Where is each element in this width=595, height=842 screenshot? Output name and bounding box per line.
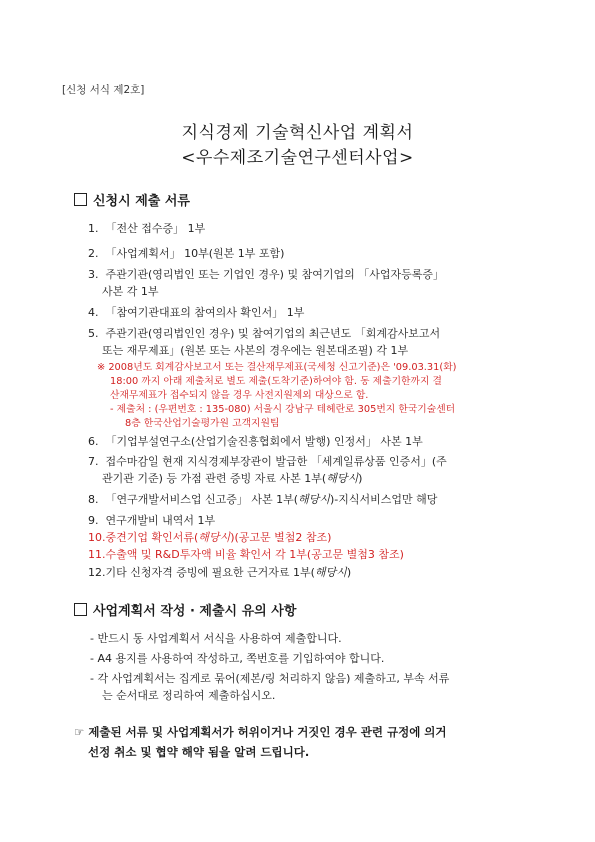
item-text-continued: ) bbox=[358, 472, 363, 485]
list-item bbox=[88, 304, 528, 321]
form-number: [신청 서식 제2호] bbox=[62, 84, 145, 96]
document-title: 지식경제 기술혁신사업 계획서 bbox=[181, 123, 414, 143]
final-notice-text-continued: 선정 취소 및 협약 해약 됨을 알려 드립니다. bbox=[88, 745, 310, 759]
list-item bbox=[88, 220, 528, 237]
bullet-text: - 각 사업계획서는 집게로 묶어(제본/링 처리하지 않음) 제출하고, 부속 서류 bbox=[90, 672, 450, 685]
item-text: )-지식서비스업만 해당 bbox=[329, 493, 438, 506]
note-address-continued: 8층 한국산업기술평가원 고객지원팀 bbox=[125, 418, 280, 429]
list-item bbox=[88, 529, 528, 546]
item-text-emphasis: 해당시 bbox=[198, 531, 231, 544]
item-text: 기타 신청자격 증빙에 필요한 근거자료 1부( bbox=[105, 566, 315, 579]
item-text: 주관기관(영리법인인 경우) 및 참여기업의 최근년도 「회계감사보고서 bbox=[105, 327, 441, 340]
item-text-emphasis: 해당시 bbox=[298, 493, 330, 506]
list-item bbox=[88, 453, 528, 487]
item-text: 「참여기관대표의 참여의사 확인서」 1부 bbox=[105, 306, 305, 319]
item-number: 1. bbox=[88, 222, 99, 235]
item-text: 수출액 및 R&D투자액 비율 확인서 각 1부(공고문 별첨3 참조) bbox=[105, 548, 404, 561]
note-line: ※ 2008년도 회계감사보고서 또는 결산재무제표(국세청 신고기준)은 '09.03.31(화) bbox=[97, 362, 457, 373]
pointing-hand-icon: ☞ bbox=[74, 725, 85, 739]
list-item bbox=[88, 325, 528, 359]
note-line: 18:00 까지 아래 제출처로 별도 제출(도착기준)하여야 함. 동 제출기한까지 결 bbox=[110, 376, 443, 387]
item-text: 연구개발비 내역서 1부 bbox=[105, 514, 216, 527]
list-item bbox=[90, 670, 530, 704]
item-text: 「기업부설연구소(산업기술진흥협회에서 발행) 인정서」 사본 1부 bbox=[105, 435, 423, 448]
item-number: 5. bbox=[88, 327, 99, 340]
item-number: 7. bbox=[88, 455, 99, 468]
item-text: 「전산 접수증」 1부 bbox=[105, 222, 206, 235]
item-text-continued: 또는 재무제표」(원본 또는 사본의 경우에는 원본대조필) 각 1부 bbox=[102, 344, 409, 357]
list-item bbox=[90, 650, 530, 667]
item-text-emphasis: 해당시 bbox=[314, 566, 347, 579]
item-number: 12. bbox=[88, 566, 106, 579]
item-text: 주관기관(영리법인 또는 기업인 경우) 및 참여기업의 「사업자등록증」 bbox=[105, 268, 444, 281]
list-item bbox=[88, 512, 528, 529]
note-address: - 제출처 : (우편번호 : 135-080) 서울시 강남구 테헤란로 305번지 한국기술센터 bbox=[110, 404, 456, 415]
item-text: ) bbox=[346, 566, 352, 579]
bullet-text: - A4 용지를 사용하여 작성하고, 쪽번호를 기입하여야 합니다. bbox=[90, 652, 385, 665]
item-text-continued: 사본 각 1부 bbox=[102, 285, 159, 298]
item-number: 3. bbox=[88, 268, 99, 281]
list-item bbox=[88, 245, 528, 262]
section-heading-label: 사업계획서 작성 · 제출시 유의 사항 bbox=[93, 604, 297, 619]
section-heading-label: 신청시 제출 서류 bbox=[93, 194, 190, 209]
deadline-note bbox=[97, 361, 537, 431]
item-text-emphasis: 해당시 bbox=[326, 472, 359, 485]
item-text: 「연구개발서비스업 신고증」 사본 1부( bbox=[105, 493, 299, 506]
final-notice bbox=[74, 722, 534, 762]
item-text: 중견기업 확인서류( bbox=[105, 531, 199, 544]
item-number: 10. bbox=[88, 531, 106, 544]
final-notice-text: 제출된 서류 및 사업계획서가 허위이거나 거짓인 경우 관련 규정에 의거 bbox=[88, 725, 447, 739]
item-text: 접수마감일 현재 지식경제부장관이 발급한 「세계일류상품 인증서」(주 bbox=[105, 455, 447, 468]
item-number: 9. bbox=[88, 514, 99, 527]
item-text: 「사업계획서」 10부(원본 1부 포함) bbox=[105, 247, 285, 260]
section-heading-submission-notes bbox=[74, 600, 296, 619]
checkbox-square-icon bbox=[74, 193, 87, 206]
bullet-text: - 반드시 동 사업계획서 서식을 사용하여 제출합니다. bbox=[90, 632, 342, 645]
item-number: 2. bbox=[88, 247, 99, 260]
list-item bbox=[88, 564, 528, 581]
item-number: 4. bbox=[88, 306, 99, 319]
note-line: 산재무제표가 접수되지 않을 경우 사전지원제외 대상으로 함. bbox=[110, 390, 369, 401]
list-item bbox=[88, 433, 528, 450]
section-heading-required-documents bbox=[74, 190, 190, 209]
item-text: )(공고문 별첨2 참조) bbox=[230, 531, 332, 544]
list-item bbox=[88, 266, 528, 300]
item-number: 11. bbox=[88, 548, 106, 561]
list-item bbox=[90, 630, 530, 647]
list-item bbox=[88, 491, 528, 508]
bullet-text-continued: 는 순서대로 정리하여 제출하십시오. bbox=[102, 689, 276, 702]
list-item bbox=[88, 546, 528, 563]
checkbox-square-icon bbox=[74, 603, 87, 616]
item-number: 8. bbox=[88, 493, 99, 506]
item-text-continued: 관기관 기준) 등 가점 관련 증빙 자료 사본 1부( bbox=[102, 472, 327, 485]
document-subtitle: <우수제조기술연구센터사업> bbox=[181, 148, 414, 168]
item-number: 6. bbox=[88, 435, 99, 448]
